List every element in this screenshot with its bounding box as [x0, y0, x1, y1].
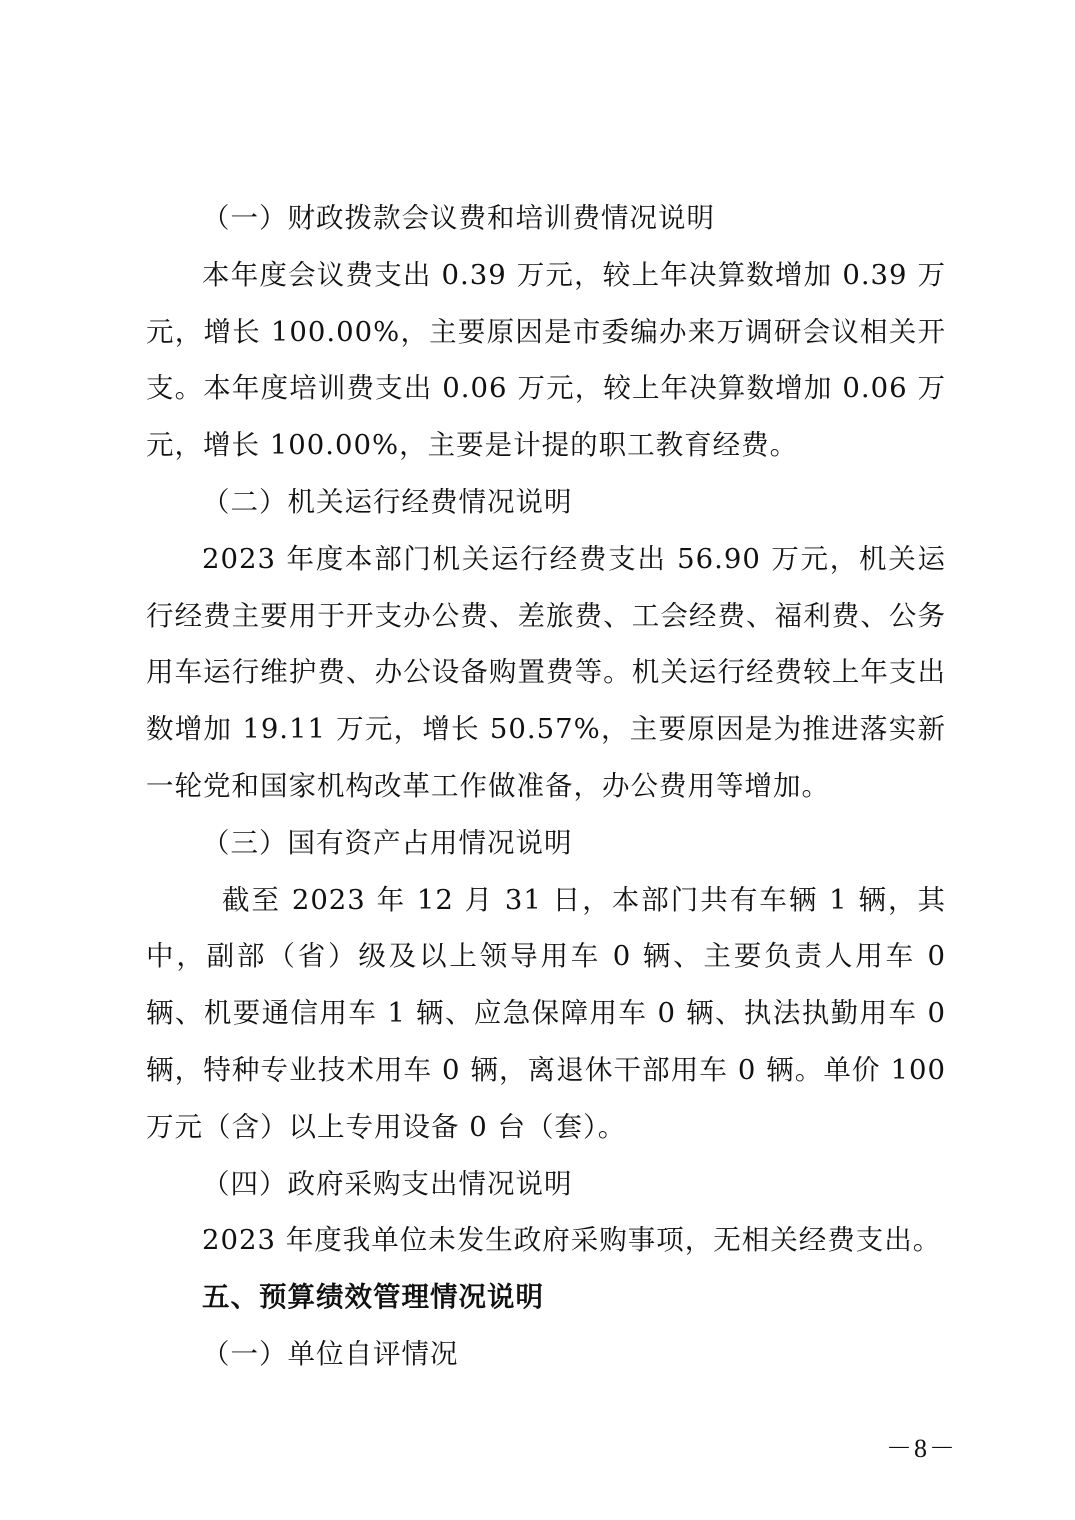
section-heading-state-assets: （三）国有资产占用情况说明: [202, 826, 573, 859]
section-heading-government-procurement: （四）政府采购支出情况说明: [202, 1167, 573, 1200]
chapter-heading-performance-management: 五、预算绩效管理情况说明: [202, 1281, 544, 1314]
paragraph-meeting-training-fees: 本年度会议费支出 0.39 万元，较上年决算数增加 0.39 万元，增长 100.00%，主要原因是市委编办来万调研会议相关开支。本年度培训费支出 0.06 万元，较上年决算数增加 0.06 万元，增长 100.00%，主要是计提的职工教育经费。: [146, 258, 946, 462]
section-heading-self-evaluation: （一）单位自评情况: [202, 1337, 459, 1370]
page-number: －8－: [886, 1434, 958, 1463]
section-heading-meeting-training-fees: （一）财政拨款会议费和培训费情况说明: [202, 202, 715, 234]
paragraph-government-procurement: 2023 年度我单位未发生政府采购事项，无相关经费支出。: [202, 1224, 942, 1257]
paragraph-state-assets: 截至 2023 年 12 月 31 日，本部门共有车辆 1 辆，其中，副部（省）级及以上领导用车 0 辆、主要负责人用车 0 辆、机要通信用车 1 辆、应急保障用车 0 辆、执法执勤用车 0 辆，特种专业技术用车 0 辆，离退休干部用车 0 辆。单价 100 万元（含）以上专用设备 0 台（套）。: [146, 883, 946, 1143]
section-heading-operating-expenses: （二）机关运行经费情况说明: [202, 485, 573, 518]
document-body: [146, 190, 946, 1383]
paragraph-operating-expenses: 2023 年度本部门机关运行经费支出 56.90 万元，机关运行经费主要用于开支办公费、差旅费、工会经费、福利费、公务用车运行维护费、办公设备购置费等。机关运行经费较上年支出数增加 19.11 万元，增长 50.57%，主要原因是为推进落实新一轮党和国家机构改革工作做准备，办公费用等增加。: [146, 542, 946, 802]
